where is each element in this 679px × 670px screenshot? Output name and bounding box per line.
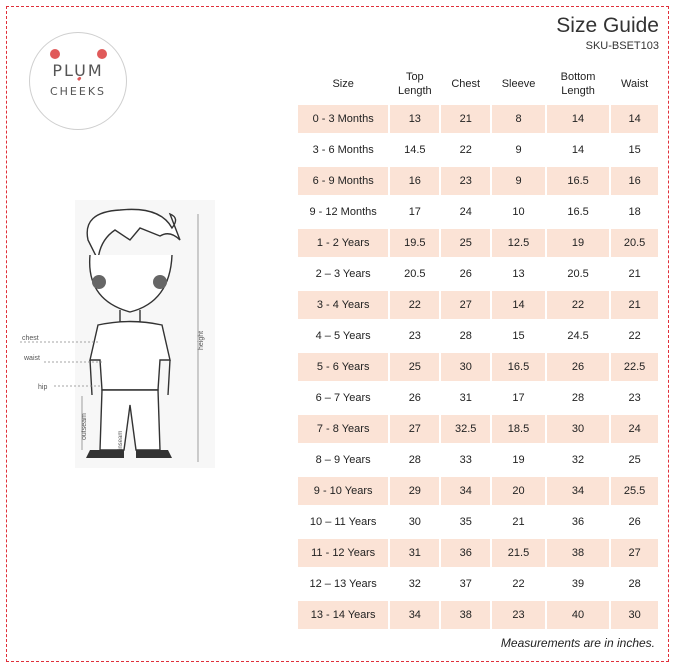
table-row xyxy=(298,136,658,164)
waist-label: waist xyxy=(24,355,40,362)
table-cell: 23 xyxy=(441,167,490,195)
header-top-length: Top Length xyxy=(397,71,432,97)
table-cell: 29 xyxy=(390,477,439,505)
table-cell: 25 xyxy=(390,353,439,381)
table-cell: 22.5 xyxy=(611,353,658,381)
table-cell: 24.5 xyxy=(567,330,589,342)
header-size: Size xyxy=(332,78,354,90)
brand-name-line1: PLUM xyxy=(52,61,104,80)
table-cell: 24 xyxy=(611,415,658,443)
header-waist: Waist xyxy=(621,78,649,90)
table-cell: 10 – 11 Years xyxy=(309,516,377,528)
table-cell: 32.5 xyxy=(441,415,490,443)
table-cell: 32 xyxy=(571,454,585,466)
table-cell: 34 xyxy=(547,477,609,505)
table-row xyxy=(298,477,658,505)
table-cell: 33 xyxy=(459,454,472,466)
table-cell: 12.5 xyxy=(492,229,545,257)
table-row xyxy=(298,105,658,133)
table-cell: 6 - 9 Months xyxy=(298,167,388,195)
brand-logo xyxy=(29,32,127,130)
table-cell: 26 xyxy=(408,392,421,404)
outseam-label: outseam xyxy=(81,413,88,440)
table-cell: 21 xyxy=(512,516,525,528)
table-cell: 16 xyxy=(390,167,439,195)
table-cell: 34 xyxy=(390,601,439,629)
table-cell: 1 - 2 Years xyxy=(298,229,388,257)
table-cell: 10 xyxy=(512,206,525,218)
table-cell: 31 xyxy=(390,539,439,567)
table-cell: 36 xyxy=(571,516,585,528)
table-cell: 20.5 xyxy=(404,268,426,280)
table-row xyxy=(298,446,658,474)
table-cell: 13 xyxy=(390,105,439,133)
table-cell: 15 xyxy=(628,144,641,156)
table-cell: 21 xyxy=(628,268,641,280)
child-measurement-figure xyxy=(20,200,220,470)
table-row xyxy=(298,353,658,381)
table-cell: 14 xyxy=(492,291,545,319)
table-cell: 0 - 3 Months xyxy=(298,105,388,133)
table-cell: 19.5 xyxy=(390,229,439,257)
table-cell: 16.5 xyxy=(492,353,545,381)
table-cell: 9 xyxy=(492,167,545,195)
table-row xyxy=(298,601,658,629)
table-row xyxy=(298,508,658,536)
table-cell: 23 xyxy=(492,601,545,629)
table-row xyxy=(298,322,658,350)
table-cell: 12 – 13 Years xyxy=(309,578,377,590)
footnote: Measurements are in inches. xyxy=(500,636,655,650)
table-cell: 36 xyxy=(441,539,490,567)
table-cell: 31 xyxy=(459,392,472,404)
table-cell: 37 xyxy=(459,578,472,590)
table-cell: 40 xyxy=(547,601,609,629)
table-cell: 28 xyxy=(459,330,472,342)
table-cell: 38 xyxy=(441,601,490,629)
table-cell: 4 – 5 Years xyxy=(315,330,371,342)
header-chest: Chest xyxy=(451,78,481,90)
header-bottom-length: Bottom Length xyxy=(560,71,596,97)
table-cell: 20.5 xyxy=(567,268,589,280)
table-cell: 26 xyxy=(547,353,609,381)
table-cell: 26 xyxy=(459,268,472,280)
table-cell: 25 xyxy=(628,454,641,466)
sku-code: SKU-BSET103 xyxy=(585,40,659,52)
table-cell: 19 xyxy=(547,229,609,257)
table-cell: 27 xyxy=(611,539,658,567)
left-cheek xyxy=(92,275,106,289)
table-cell: 18.5 xyxy=(492,415,545,443)
table-cell: 14 xyxy=(611,105,658,133)
table-cell: 21 xyxy=(441,105,490,133)
table-cell: 32 xyxy=(408,578,421,590)
table-cell: 22 xyxy=(512,578,525,590)
table-cell: 22 xyxy=(547,291,609,319)
table-cell: 25 xyxy=(441,229,490,257)
table-cell: 5 - 6 Years xyxy=(298,353,388,381)
chest-label: chest xyxy=(22,335,39,342)
table-cell: 28 xyxy=(628,578,641,590)
brand-name-line2: CHEEKS xyxy=(49,85,107,98)
table-cell: 6 – 7 Years xyxy=(315,392,371,404)
table-cell: 15 xyxy=(512,330,525,342)
table-row xyxy=(298,570,658,598)
table-cell: 13 - 14 Years xyxy=(298,601,388,629)
table-cell: 20.5 xyxy=(611,229,658,257)
table-cell: 30 xyxy=(547,415,609,443)
logo-heart-icon xyxy=(30,33,128,131)
hip-label: hip xyxy=(38,384,48,391)
shirt-shape xyxy=(90,322,170,391)
table-cell: 14 xyxy=(547,105,609,133)
table-cell: 8 – 9 Years xyxy=(315,454,371,466)
table-cell: 28 xyxy=(408,454,421,466)
table-cell: 14.5 xyxy=(404,144,426,156)
header-sleeve: Sleeve xyxy=(501,78,536,90)
inseam-label: inseam xyxy=(118,430,124,450)
table-cell: 38 xyxy=(547,539,609,567)
table-row xyxy=(298,384,658,412)
left-shoe xyxy=(86,450,124,458)
table-body xyxy=(298,105,658,629)
table-row xyxy=(298,291,658,319)
table-cell: 19 xyxy=(512,454,525,466)
table-header-row xyxy=(298,66,658,102)
table-cell: 14 xyxy=(571,144,585,156)
table-cell: 20 xyxy=(492,477,545,505)
page-title: Size Guide xyxy=(556,14,659,37)
table-cell: 9 - 12 Months xyxy=(309,206,377,218)
table-cell: 18 xyxy=(628,206,641,218)
right-cheek xyxy=(153,275,167,289)
table-row xyxy=(298,167,658,195)
size-table xyxy=(296,63,660,632)
table-cell: 35 xyxy=(459,516,472,528)
table-cell: 39 xyxy=(571,578,585,590)
table-cell: 13 xyxy=(512,268,525,280)
table-cell: 30 xyxy=(441,353,490,381)
table-cell: 7 - 8 Years xyxy=(298,415,388,443)
height-label: height xyxy=(198,330,205,350)
table-cell: 8 xyxy=(492,105,545,133)
table-cell: 23 xyxy=(628,392,641,404)
table-cell: 17 xyxy=(408,206,421,218)
table-cell: 3 - 4 Years xyxy=(298,291,388,319)
table-cell: 2 – 3 Years xyxy=(315,268,371,280)
table-cell: 22 xyxy=(459,144,472,156)
table-cell: 16.5 xyxy=(567,206,589,218)
table-row xyxy=(298,415,658,443)
table-cell: 9 - 10 Years xyxy=(298,477,388,505)
table-cell: 26 xyxy=(628,516,641,528)
table-cell: 21 xyxy=(611,291,658,319)
table-cell: 22 xyxy=(628,330,641,342)
table-cell: 30 xyxy=(611,601,658,629)
table-row xyxy=(298,229,658,257)
table-row xyxy=(298,198,658,226)
table-cell: 27 xyxy=(390,415,439,443)
table-cell: 21.5 xyxy=(492,539,545,567)
table-cell: 28 xyxy=(571,392,585,404)
table-cell: 27 xyxy=(441,291,490,319)
table-cell: 9 xyxy=(515,144,522,156)
right-shoe xyxy=(136,450,172,458)
table-cell: 34 xyxy=(441,477,490,505)
table-cell: 22 xyxy=(390,291,439,319)
table-cell: 16.5 xyxy=(547,167,609,195)
table-cell: 24 xyxy=(459,206,472,218)
table-cell: 3 - 6 Months xyxy=(312,144,374,156)
table-cell: 23 xyxy=(408,330,421,342)
table-row xyxy=(298,539,658,567)
table-cell: 25.5 xyxy=(611,477,658,505)
table-cell: 30 xyxy=(408,516,421,528)
table-row xyxy=(298,260,658,288)
table-cell: 17 xyxy=(512,392,525,404)
table-cell: 16 xyxy=(611,167,658,195)
table-cell: 11 - 12 Years xyxy=(298,539,388,567)
